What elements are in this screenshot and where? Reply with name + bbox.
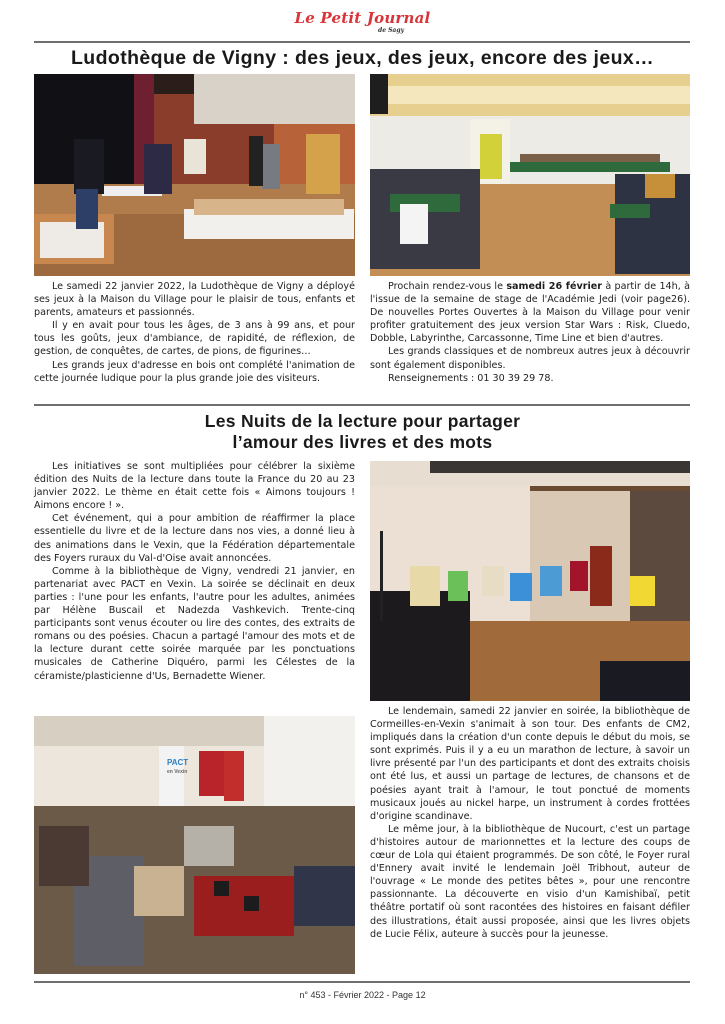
paragraph: Le samedi 22 janvier 2022, la Ludothèque de Vigny a déployé ses jeux à la Maison du Village pour le plaisir de tous, enfants et parents, amateurs et passionnés. (34, 281, 355, 319)
article-1-text-left (34, 280, 355, 385)
page-footer: n° 453 - Février 2022 - Page 12 (299, 990, 426, 1000)
banner-subtitle: en Vexin (167, 769, 188, 775)
paragraph: Il y en avait pour tous les âges, de 3 ans à 99 ans, et pour tous les goûts, jeux d'ambiance, de rapidité, de réflexion, de gestion, de conquêtes, de cartes, de pions, de figurines… (34, 320, 355, 358)
article-2-text-right (370, 705, 690, 941)
paragraph: Comme à la bibliothèque de Vigny, vendredi 21 janvier, en partenariat avec PACT en Vexin. La soirée se déclinait en deux parties : l'une pour les enfants, l'autre pour les adultes, animées par Hélène Buscail et Nadezda Vashkevich. Trente-cinq participants sont venus écouter ou lire des contes, des extraits de romans ou des poésies. Chacun a partagé l'amour des mots et de la lecture durant cette soirée marquée par les ponctuations musicales de Catherine Diquéro, parmi les Célestes de la céramiste/plasticienne d'Us, Bernadette Wiener. (34, 565, 355, 682)
banner-label (167, 759, 188, 776)
banner-title: PACT (167, 758, 189, 767)
photo-board-games-hall (370, 74, 690, 276)
photo-children-posters (370, 461, 690, 701)
paragraph: Les initiatives se sont multipliées pour célébrer la sixième édition des Nuits de la lecture dans toute la France du 20 au 23 janvier 2022. Le thème en était cette fois « Aimons toujours ! Aimons encore ! ». (34, 461, 355, 512)
text-run: Prochain rendez-vous le (388, 281, 507, 292)
paragraph: Cet événement, qui a pour ambition de réaffirmer la place essentielle du livre et de la lecture dans nos vies, a donné lieu à des animations dans le Vexin, que la Fédération départementale des Foyers ruraux du Val-d'Oise avait annoncées. (34, 513, 355, 564)
paragraph: Les grands jeux d'adresse en bois ont complété l'animation de cette journée ludique pour la plus grande joie des visiteurs. (34, 359, 355, 384)
text-run: à partir de 14h, à l'issue de la semaine de stage de l'Académie Jedi (voir page26). De nouvelles Portes Ouvertes à la Maison du Village pour venir profiter gratuitement des jeux version Star Wars : Risk, Cluedo, Dobble, Labyrinthe, Carcassonne, Time Line et bien d'autres. (370, 281, 691, 345)
article-1-photo-right (370, 74, 690, 276)
paragraph: Les grands classiques et de nombreux autres jeux à découvrir sont également disponibles. (370, 346, 690, 371)
title-line: l’amour des livres et des mots (232, 432, 493, 452)
publication-subtitle: de Sagy (378, 27, 405, 34)
section-divider (34, 404, 690, 406)
paragraph: Le lendemain, samedi 22 janvier en soirée, la bibliothèque de Cormeilles-en-Vexin s'animait à son tour. Des enfants de CM2, impliqués dans la création d'un conte depuis le début du mois, se sont exprimés. Puis il y a eu un marathon de lecture, à savoir un livre présenté par l'un des participants et dont des extraits choisis ont été lus, et aussi un partage de lectures, de chansons et de poésies ayant trait à l'amour, le tout ponctué de moments musicaux joués au nickel harpe, un instrument à cordes frottées d'origine scandinave. (370, 706, 690, 822)
title-line: Les Nuits de la lecture pour partager (204, 411, 521, 431)
top-divider (34, 41, 690, 43)
article-1-title: Ludothèque de Vigny : des jeux, des jeux, encore des jeux… (70, 47, 655, 69)
article-2-photo-left (34, 716, 355, 974)
bottom-divider (34, 981, 690, 983)
paragraph (370, 280, 690, 345)
article-2-photo-right (370, 461, 690, 701)
article-1-photo-left (34, 74, 355, 276)
article-2-title (30, 411, 695, 453)
article-1-text-right (370, 280, 690, 385)
masthead (0, 9, 725, 34)
contact-phone: Renseignements : 01 30 39 29 78. (388, 372, 554, 384)
paragraph: Le même jour, à la bibliothèque de Nucourt, c'est un partage d'histoires autour de marionnettes et la lecture des coups de cœur de Lola qui étaient programmés. De son côté, le Foyer rural d'Ennery avait invité le lendemain Joël Tribhout, auteur de l'ouvrage « Le monde des petites bêtes », pour une rencontre passionnante. La découverte en visio d'un Kamishibaï, petit théâtre portatif où sont racontées des histoires en faisant défiler des illustrations, était aussi proposée, ainsi que les livres objets de Lucie Félix, auteure à succès pour la jeunesse. (370, 823, 690, 940)
publication-logo: Le Petit Journal (294, 9, 431, 27)
photo-ludotheque-hall (34, 74, 355, 276)
article-2-text-left (34, 460, 355, 683)
photo-reading-audience (34, 716, 355, 974)
event-date: samedi 26 février (506, 281, 602, 292)
